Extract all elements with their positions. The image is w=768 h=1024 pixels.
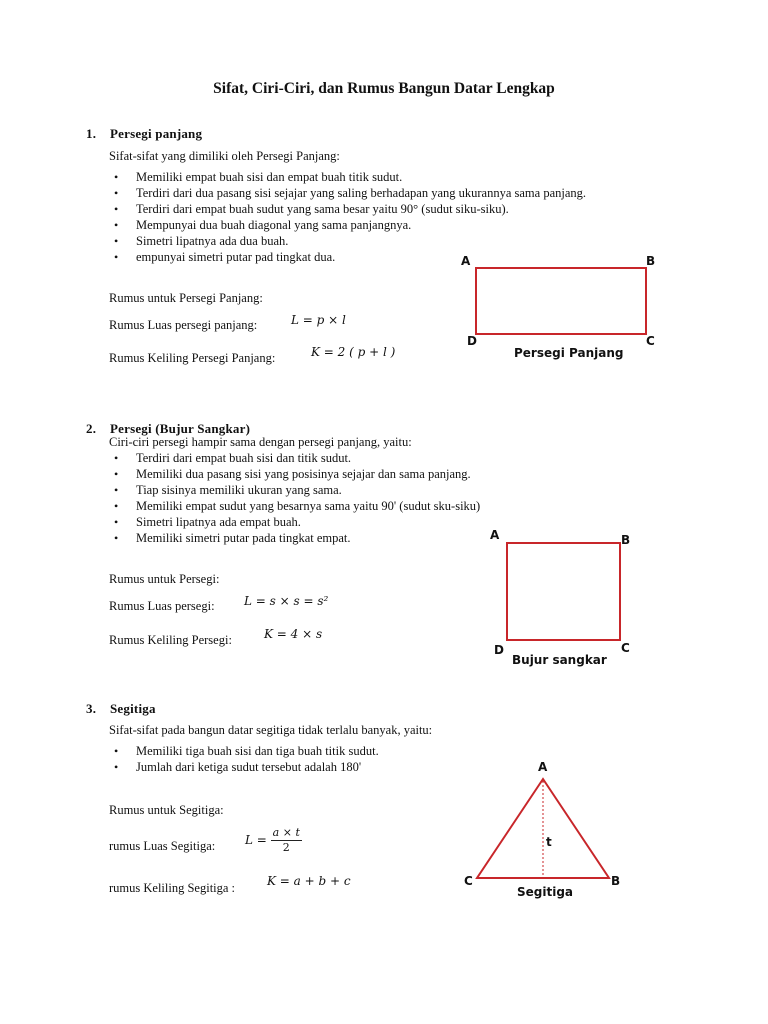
list-item: • empunyai simetri putar pad tingkat dua. [112, 249, 586, 265]
list-item: • Memiliki empat buah sisi dan empat buah titik sudut. [112, 169, 586, 185]
fraction-numerator: a × t [272, 826, 300, 839]
section-title: Persegi panjang [110, 126, 203, 141]
list-item: • Terdiri dari empat buah sudut yang sama besar yaitu 90° (sudut siku-siku). [112, 201, 586, 217]
list-item: • Memiliki simetri putar pada tingkat empat. [112, 530, 480, 546]
list-item: • Terdiri dari dua pasang sisi sejajar yang saling berhadapan yang ukurannya sama panjang. [112, 185, 586, 201]
fraction [271, 826, 302, 855]
vertex-label-b: B [621, 533, 631, 547]
section-intro: Sifat-sifat yang dimiliki oleh Persegi Panjang: [109, 149, 340, 163]
section-heading-segitiga [86, 701, 156, 717]
section-number: 3. [86, 701, 97, 716]
formula-heading: Rumus untuk Persegi Panjang: [109, 291, 263, 305]
formula-area: L = p × l [291, 313, 346, 327]
vertex-label-a: A [490, 528, 500, 542]
list-item: • Simetri lipatnya ada empat buah. [112, 514, 480, 530]
fraction-denominator: 2 [282, 841, 290, 854]
bullet-list [112, 450, 480, 546]
formula-label: Rumus Keliling Persegi: [109, 633, 232, 647]
formula-area [245, 826, 302, 855]
vertex-label-c: C [621, 641, 630, 655]
formula-perimeter: K = a + b + c [267, 874, 351, 888]
list-item: • Jumlah dari ketiga sudut tersebut adalah 180' [112, 759, 379, 775]
section-heading-persegi-panjang [86, 126, 202, 142]
list-item: • Terdiri dari empat buah sisi dan titik sudut. [112, 450, 480, 466]
vertex-label-b: B [611, 874, 621, 888]
formula-heading: Rumus untuk Persegi: [109, 572, 220, 586]
list-item: • Memiliki empat sudut yang besarnya sama yaitu 90' (sudut sku-siku) [112, 498, 480, 514]
vertex-label-b: B [646, 254, 656, 268]
formula-label: rumus Keliling Segitiga : [109, 881, 236, 895]
section-number: 2. [86, 421, 97, 436]
list-item: • Memiliki tiga buah sisi dan tiga buah titik sudut. [112, 743, 379, 759]
triangle-figure [0, 0, 1, 1]
list-item: • Tiap sisinya memiliki ukuran yang sama. [112, 482, 480, 498]
formula-label: Rumus Luas persegi panjang: [109, 318, 258, 332]
vertex-label-a: A [538, 760, 548, 774]
section-intro: Sifat-sifat pada bangun datar segitiga tidak terlalu banyak, yaitu: [109, 723, 433, 737]
figure-caption: Bujur sangkar [512, 653, 607, 667]
formula-perimeter: K = 2 ( p + l ) [311, 345, 396, 359]
list-item: • Simetri lipatnya ada dua buah. [112, 233, 586, 249]
vertex-label-a: A [461, 254, 471, 268]
section-title: Persegi (Bujur Sangkar) [110, 421, 251, 436]
vertex-label-d: D [467, 334, 477, 348]
formula-area: L = s × s = s² [244, 594, 329, 608]
formula-label: Rumus Keliling Persegi Panjang: [109, 351, 276, 365]
formula-perimeter: K = 4 × s [264, 627, 323, 641]
height-label-t: t [546, 835, 552, 849]
figure-caption: Persegi Panjang [514, 346, 624, 360]
document-title: Sifat, Ciri-Ciri, dan Rumus Bangun Datar Lengkap [213, 80, 555, 97]
bullet-list [112, 169, 586, 265]
list-item: • Memiliki dua pasang sisi yang posisinya sejajar dan sama panjang. [112, 466, 480, 482]
list-item: • Mempunyai dua buah diagonal yang sama panjangnya. [112, 217, 586, 233]
section-intro: Ciri-ciri persegi hampir sama dengan persegi panjang, yaitu: [109, 435, 412, 449]
section-title: Segitiga [110, 701, 156, 716]
formula-label: rumus Luas Segitiga: [109, 839, 216, 853]
vertex-label-c: C [464, 874, 473, 888]
formula-heading: Rumus untuk Segitiga: [109, 803, 224, 817]
vertex-label-c: C [646, 334, 655, 348]
formula-lhs: L = [245, 833, 267, 847]
formula-label: Rumus Luas persegi: [109, 599, 215, 613]
figure-caption: Segitiga [517, 885, 574, 899]
vertex-label-d: D [494, 643, 504, 657]
bullet-list [112, 743, 379, 775]
section-number: 1. [86, 126, 97, 141]
